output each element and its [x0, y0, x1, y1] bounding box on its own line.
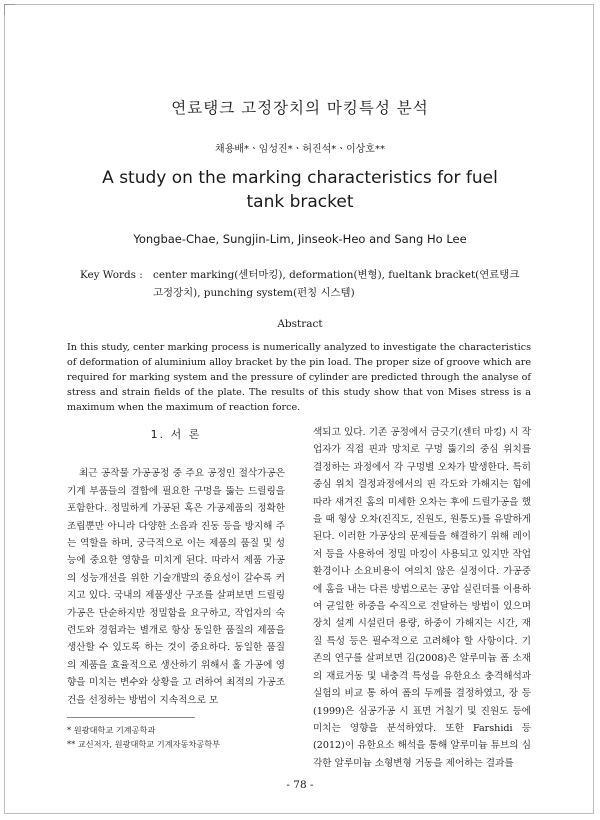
section-heading-introduction: 1. 서 론 [150, 428, 202, 441]
footnotes [67, 723, 287, 751]
keywords [80, 266, 520, 302]
authors-english: Yongbae-Chae, Sungjin-Lim, Jinseok-Heo and Sang Ho Lee [133, 232, 467, 246]
title-korean: 연료탱크 고정장치의 마킹특성 분석 [171, 99, 429, 117]
left-column [67, 424, 285, 709]
footnote-divider [67, 717, 195, 718]
introduction-paragraph-left: 최근 공작물 가공공정 중 주요 공정인 절삭가공은 기계 부품들의 결합에 필요한 구멍을 뚫는 드릴링을 포함한다. 정밀하게 가공된 혹은 가공제품의 정확한 조립뿐만 아니라 다양한 소음과 진동 등을 방지해 주는 역할을 하며, 궁극적으로 이는 제품의 품질 및 성능에 중요한 영향을 미치게 된다. 따라서 제품 가공의 성능개선을 위한 기술개발의 중요성이 갈수록 커지고 있다. 국내의 제품생산 구조를 살펴보면 드릴링 가공은 단순하지만 정밀함을 요구하고, 작업자의 숙련도와 경험과는 별개로 항상 동일한 품질의 제품을 생산할 수 있도록 하는 것이 중요하다. 동일한 품질의 제품을 효율적으로 생산하기 위해서 홀 가공에 영향을 미치는 변수와 상황을 고 려하여 최적의 가공조건을 선정하는 방법이 지속적으로 모 [67, 468, 285, 706]
title-english: A study on the marking characteristics for fuel tank bracket [102, 168, 498, 212]
keywords-text: center marking(센터마킹), deformation(변형), fueltank bracket(연료탱크 고정장치), punching system(펀칭 시스템) [153, 269, 520, 299]
abstract-heading: Abstract [277, 318, 323, 330]
keywords-label: Key Words : [80, 269, 143, 281]
footnote-affiliation-2: ** 교신저자, 원광대학교 기계자동차공학부 [67, 739, 221, 749]
page-corner-mark [4, 4, 15, 15]
page-number: - 78 - [286, 779, 314, 791]
footnote-affiliation-1: * 원광대학교 기계공학과 [67, 725, 156, 735]
abstract-body: In this study, center marking process is numerically analyzed to investigate the characteristics of deformation of aluminium alloy bracket by the pin load. The proper size of groove which are required for marking system and the pressure of cylinder are predicted through the analyse of stress and strain fields of the plate. The results of this study show that von Mises stress is a maximum when the maximum of reaction force. [67, 342, 531, 413]
right-column [313, 424, 531, 772]
authors-korean: 채용배*ㆍ임성진*ㆍ허진석*ㆍ이상호** [215, 144, 385, 155]
introduction-paragraph-right: 색되고 있다. 기존 공정에서 금긋기(센터 마킹) 시 작업자가 직접 핀과 망치로 구멍 뚫기의 중심 위치를 결정하는 과정에서 각 구멍별 오차가 발생한다. 특히 중심 위치 결정과정에서의 핀 각도와 가해지는 힘에 따라 새겨진 홈의 미세한 오차는 후에 드릴가공을 했을 때 형상 오차(진직도, 진원도, 원통도)를 유발하게 된다. 이러한 가공상의 문제들을 해결하기 위해 레이저 등을 사용하여 정밀 마킹이 사용되고 있지만 작업 환경이나 소요비용이 여의치 않은 실정이다. 가공중에 홈을 내는 다른 방법으로는 공압 실린더를 이용하여 균일한 하중을 수직으로 전달하는 방법이 있으며 장치 설계 시설린더 용량, 하중이 가해지는 시간, 재질 특성 등은 필수적으로 고려해야 할 사항이다. 기존의 연구를 살펴보면 김(2008)은 알루미늄 폼 소재의 재료거동 및 내충격 특성을 유한요소 충격해석과 실험의 비교 통 하여 폼의 두께를 결정하였고, 장 등(1999)은 심공가공 시 표면 거칠기 및 진원도 등에 미치는 영향을 분석하였다. 또한 Farshidi 등(2012)이 유한요소 해석을 통해 알루미늄 튜브의 심각한 알루미늄 소형변형 거동을 제어하는 결과를 [313, 427, 531, 769]
